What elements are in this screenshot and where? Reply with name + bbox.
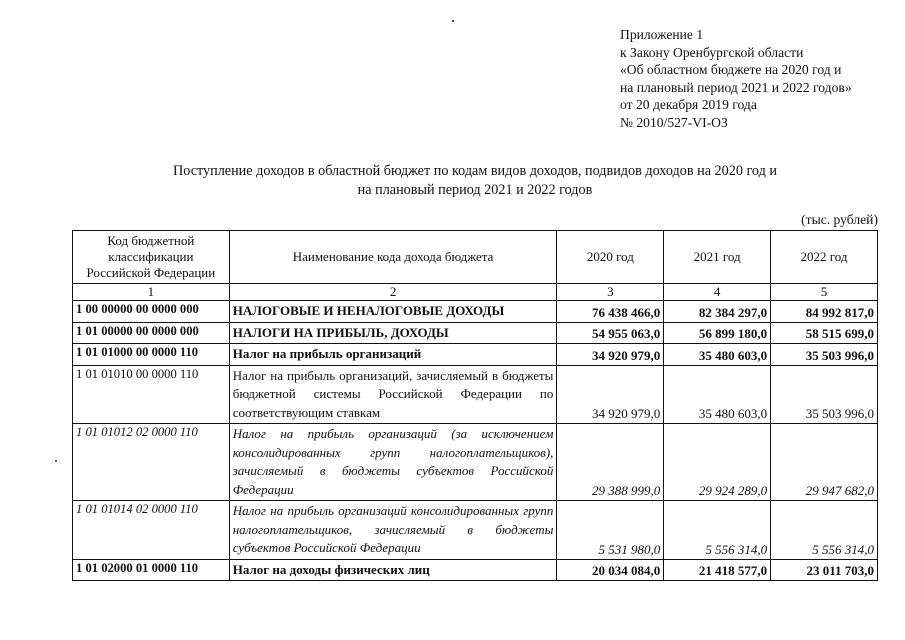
column-index: 5 <box>771 284 878 301</box>
value-2021-cell: 21 418 577,0 <box>664 559 771 581</box>
value-2021-cell: 29 924 289,0 <box>664 424 771 501</box>
value-2020-cell: 5 531 980,0 <box>557 501 664 560</box>
value-2022-cell: 23 011 703,0 <box>771 559 878 581</box>
name-cell: Налог на прибыль организаций консолидированных групп налогоплательщиков, зачисляемый в бюджеты субъектов Российской Федерации <box>229 501 557 560</box>
header-2022: 2022 год <box>771 231 878 284</box>
value-2020-cell: 20 034 084,0 <box>557 559 664 581</box>
value-2020-cell: 29 388 999,0 <box>557 424 664 501</box>
appendix-line: «Об областном бюджете на 2020 год и <box>620 62 842 78</box>
appendix-line: на плановый период 2021 и 2022 годов» <box>620 79 852 95</box>
code-cell: 1 01 01014 02 0000 110 <box>73 501 230 560</box>
value-2020-cell: 54 955 063,0 <box>557 322 664 344</box>
scan-speck <box>55 460 57 462</box>
column-index: 4 <box>664 284 771 301</box>
name-cell: Налог на прибыль организаций, зачисляемый в бюджеты бюджетной системы Российской Федерации по соответствующим ставкам <box>229 365 557 424</box>
header-2021: 2021 год <box>664 231 771 284</box>
value-2022-cell: 84 992 817,0 <box>771 301 878 323</box>
name-cell: Налог на доходы физических лиц <box>229 559 557 581</box>
appendix-block <box>620 26 900 132</box>
table-row <box>73 501 878 560</box>
appendix-line: № 2010/527-VI-ОЗ <box>620 114 728 130</box>
appendix-line: Приложение 1 <box>620 27 704 42</box>
column-index: 1 <box>73 284 230 301</box>
name-cell: НАЛОГОВЫЕ И НЕНАЛОГОВЫЕ ДОХОДЫ <box>229 301 557 323</box>
value-2020-cell: 76 438 466,0 <box>557 301 664 323</box>
value-2020-cell: 34 920 979,0 <box>557 365 664 424</box>
appendix-line: от 20 декабря 2019 года <box>620 97 757 113</box>
table-row <box>73 559 878 581</box>
title-line: на плановый период 2021 и 2022 годов <box>357 181 593 198</box>
value-2022-cell: 35 503 996,0 <box>771 365 878 424</box>
value-2022-cell: 29 947 682,0 <box>771 424 878 501</box>
scan-speck <box>452 20 454 22</box>
value-2022-cell: 58 515 699,0 <box>771 322 878 344</box>
header-code: Код бюджетной классификации Российской Федерации <box>73 231 230 284</box>
table-row <box>73 344 878 366</box>
name-cell: Налог на прибыль организаций <box>229 344 557 366</box>
code-cell: 1 01 01012 02 0000 110 <box>73 424 230 501</box>
value-2022-cell: 35 503 996,0 <box>771 344 878 366</box>
header-row <box>73 231 878 284</box>
table-row <box>73 365 878 424</box>
header-2020: 2020 год <box>557 231 664 284</box>
table-row <box>73 424 878 501</box>
document-title <box>80 162 870 199</box>
code-cell: 1 01 02000 01 0000 110 <box>73 559 230 581</box>
column-index-row <box>73 284 878 301</box>
code-cell: 1 00 00000 00 0000 000 <box>73 301 230 323</box>
code-cell: 1 01 01000 00 0000 110 <box>73 344 230 366</box>
value-2021-cell: 82 384 297,0 <box>664 301 771 323</box>
column-index: 3 <box>557 284 664 301</box>
header-name: Наименование кода дохода бюджета <box>229 231 557 284</box>
code-cell: 1 01 00000 00 0000 000 <box>73 322 230 344</box>
units-label: (тыс. рублей) <box>801 212 878 227</box>
value-2021-cell: 35 480 603,0 <box>664 344 771 366</box>
value-2020-cell: 34 920 979,0 <box>557 344 664 366</box>
name-cell: Налог на прибыль организаций (за исключением консолидированных групп налогоплательщиков), зачисляемый в бюджеты субъектов Российской Федерации <box>229 424 557 501</box>
table-row <box>73 322 878 344</box>
code-cell: 1 01 01010 00 0000 110 <box>73 365 230 424</box>
table-row <box>73 301 878 323</box>
title-line: Поступление доходов в областной бюджет по кодам видов доходов, подвидов доходов на 2020 год и <box>173 163 777 179</box>
value-2021-cell: 35 480 603,0 <box>664 365 771 424</box>
name-cell: НАЛОГИ НА ПРИБЫЛЬ, ДОХОДЫ <box>229 322 557 344</box>
column-index: 2 <box>229 284 557 301</box>
income-table <box>72 230 878 581</box>
value-2021-cell: 5 556 314,0 <box>664 501 771 560</box>
value-2021-cell: 56 899 180,0 <box>664 322 771 344</box>
value-2022-cell: 5 556 314,0 <box>771 501 878 560</box>
appendix-line: к Закону Оренбургской области <box>620 44 804 60</box>
